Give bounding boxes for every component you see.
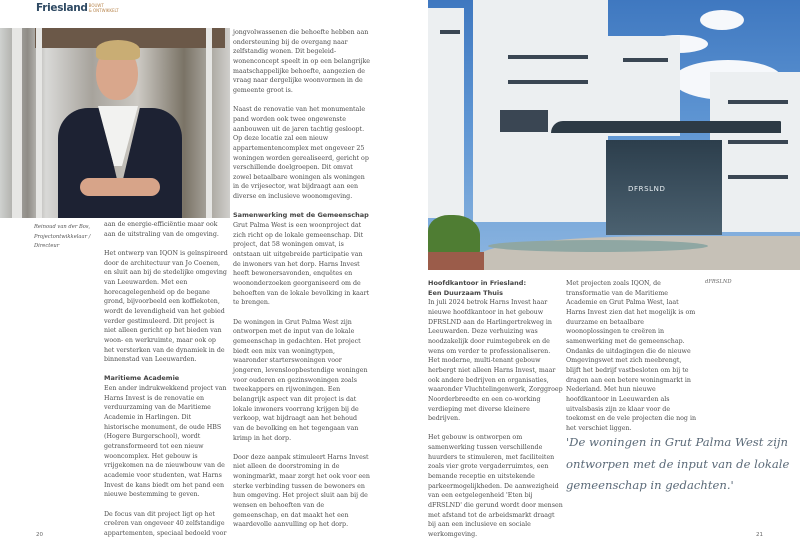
logo-sub-text (89, 4, 119, 13)
article-column-1 (104, 220, 228, 548)
paragraph: De focus van dit project ligt op het creëren van ongeveer 40 zelfstandige appartementen, speciaal bedoeld voor (104, 510, 227, 537)
photo-building-left (428, 8, 464, 218)
photo-window (728, 140, 788, 144)
photo-window (508, 55, 588, 59)
paragraph: Het gebouw is ontworpen om samenwerking tussen verschillende huurders te stimuleren, met faciliteiten zoals vier grote vergaderruimtes, een bemande receptie en uitstekende parkeermogelijkheden. De aanwezigheid van een eetgelegenheid 'Eten bij dFRSLND' die gerund wordt door mensen met afstand tot de arbeidsmarkt draagt bij aan een inclusieve en sociale werkomgeving. (428, 434, 563, 539)
logo-sub-line2: & ONTWIKKELT (88, 7, 119, 13)
paragraph: Door deze aanpak stimuleert Harns Invest niet alleen de doorstroming in de woningmarkt, maar zorgt het ook voor een sterke verbinding tussen de bewoners en hun omgeving. Het project sluit aan bij de wensen en behoeften van de gemeenschap, en dat maakt het een waardevolle aanvulling op het dorp. (233, 453, 370, 529)
section-heading: Maritieme Academie (104, 374, 180, 383)
page-number-left: 20 (36, 532, 43, 538)
section-heading: Samenwerking met de Gemeenschap (233, 211, 369, 220)
page-number-right: 21 (756, 532, 763, 538)
photo-brick-wall (428, 252, 484, 270)
photo-window-band (500, 110, 548, 132)
paragraph: Naast de renovatie van het monumentale pand worden ook twee ongewenste aanbouwen uit de jaren tachtig gesloopt. Op deze locatie zal een nieuw appartementencomplex met ongeveer 25 woningen worden gerealiseerd, gericht op verschillende doelgroepen. Dit omvat zowel betaalbare woningen als woningen in de vrijesector, wat bijdraagt aan een diverse en inclusieve woonomgeving. (233, 106, 369, 201)
photo-window (728, 100, 788, 104)
paragraph: De woningen in Grut Palma West zijn ontworpen met de input van de lokale gemeenschap in gedachten. Het project biedt een mix van woningtypen, waaronder starterswoningen voor jongeren, levensloopbestendige woningen voor ouderen en gezinswoningen zoals tweekappers en rijwoningen. Een belangrijk aspect van dit project is dat lokale inwoners voorrang krijgen bij de verkoop, wat bijdraagt aan het behoud van de bevolking en het tegengaan van krimp in het dorp. (233, 318, 368, 442)
magazine-logo (36, 2, 119, 14)
photo-cloud (700, 10, 744, 30)
portrait-caption: Reinoud van der Bos, Projectontwikkelaar / Directeur (34, 224, 91, 249)
photo-window (728, 175, 788, 179)
photo-person-arms (80, 178, 160, 196)
building-photo (428, 0, 800, 270)
photo-fountain (488, 240, 708, 252)
photo-window (440, 30, 460, 34)
section-heading: Een Duurzaam Thuis (428, 288, 503, 297)
photo-person-hair (96, 40, 140, 60)
photo-door-frame (206, 28, 212, 218)
section-heading: Hoofdkantoor in Friesland: (428, 279, 527, 287)
paragraph: Een ander indrukwekkend project van Harns Invest is de renovatie en verduurzaming van de Maritieme Academie in Harlingen. Dit historische monument, de oude HBS (Hogere Burgerschool), wordt getransformeerd tot een nieuw wooncomplex. Het gebouw is vrijgekomen na de nieuwbouw van de academie voor studenten, wat Harns Invest de kans biedt om het pand een nieuwe bestemming te geven. (104, 385, 227, 499)
portrait-photo (0, 28, 230, 218)
paragraph: Grut Palma West is een woonproject dat zich richt op de lokale gemeenschap. Dit project, dat 58 woningen omvat, is ontstaan uit uitgebreide participatie van de inwoners van het dorp. Harns Invest heeft bewonersavonden, enquêtes en woononderzoeken georganiseerd om de behoeften van de lokale bevolking in kaart te brengen. (233, 222, 370, 307)
article-column-2 (233, 28, 370, 540)
photo-entrance-canopy (551, 121, 781, 133)
paragraph: aan de energie-efficiëntie maar ook aan de uitstraling van de omgeving. (104, 221, 219, 238)
pull-quote: 'De woningen in Grut Palma West zijn ontworpen met de input van de lokale gemeenschap in gedachten.' (566, 435, 790, 492)
logo-sub-line1: BOUWT (88, 3, 104, 8)
paragraph: jongvolwassenen die behoefte hebben aan ondersteuning bij de overgang naar zelfstandig wonen. Dit begeleid-wonenconcept speelt in op een belangrijke maatschappelijke behoefte, aangezien de vraag naar dergelijke woonvormen in de gemeente groot is. (233, 29, 371, 94)
building-photo-caption: dFRSLND (705, 279, 732, 285)
logo-main-text: Friesland (36, 2, 88, 14)
paragraph: In juli 2024 betrok Harns Invest haar nieuwe hoofdkantoor in het gebouw DFRSLND aan de Harlingertrekweg in Leeuwarden. Deze verhuizing was noodzakelijk door ruimtegebrek en de wens om verder te professionaliseren. Het moderne, multi-tenant gebouw herbergt niet alleen Harns Invest, maar ook andere bedrijven en organisaties, waaronder Vluchtelingenwerk, Zorggroep Noorderbreedte en een co-working verdieping met diverse kleinere bedrijven. (428, 299, 563, 423)
photo-window (508, 80, 588, 84)
photo-building-right (710, 72, 800, 232)
photo-door-frame (36, 28, 42, 218)
photo-door-frame (12, 28, 22, 218)
building-sign: DFRSLND (628, 185, 666, 193)
photo-shrubs (428, 215, 480, 255)
photo-window (623, 58, 668, 62)
paragraph: Met projecten zoals IQON, de transformatie van de Maritieme Academie en Grut Palma West, laat Harns Invest zien dat het mogelijk is om duurzame en betaalbare woonoplossingen te creëren in samenwerking met de gemeenschap. Ondanks de uitdagingen die de nieuwe Omgevingswet met zich meebrengt, blijft het bedrijf vastbesloten om bij te dragen aan een betere woningmarkt in Nederland. Met hun nieuwe hoofdkantoor in Leeuwarden als uitvalsbasis zijn ze klaar voor de toekomst en de vele projecten die nog in het verschiet liggen. (566, 280, 697, 432)
article-column-4 (566, 279, 698, 443)
paragraph: Het ontwerp van IQON is geïnspireerd door de architectuur van Jo Coenen, en sluit aan bij de stedelijke omgeving van Leeuwarden. Met een horecagelegenheid op de begane grond, bijvoorbeeld een koffiekoten, wordt de levendigheid van het gebied verder gestimuleerd. Dit project is niet alleen gericht op het bieden van woon- en werkruimte, maar ook op het versterken van de dynamiek in de binnenstad van Leeuwarden. (104, 249, 228, 364)
article-column-3 (428, 279, 563, 549)
